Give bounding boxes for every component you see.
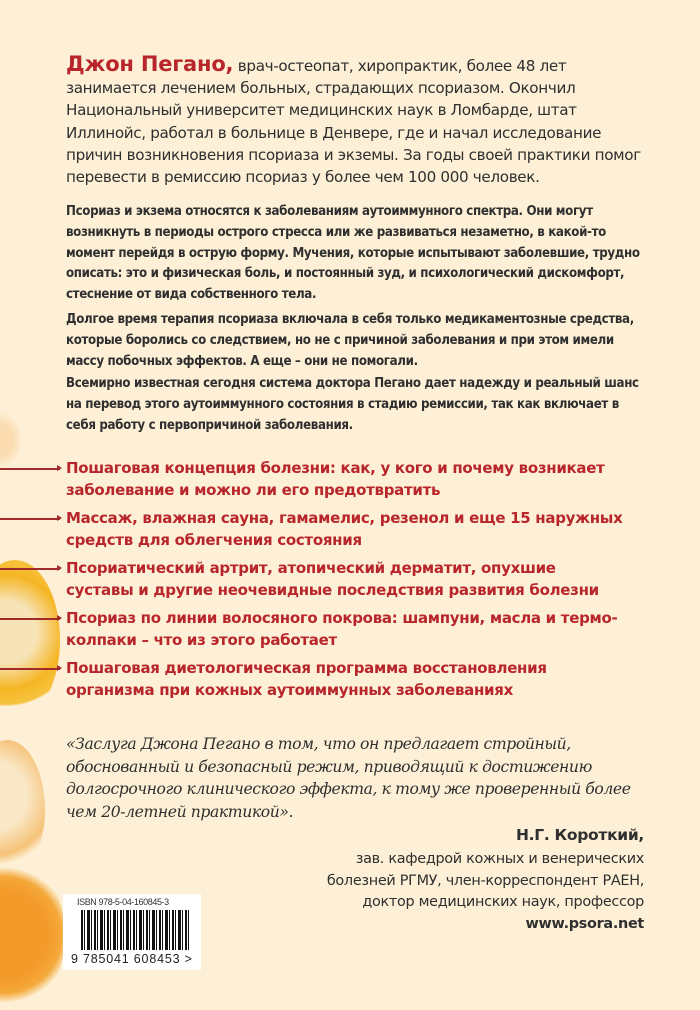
feature-text: Пошаговая концепция болезни: как, у кого и почему возникает заболевание и можно ли его предотвратить [66,459,605,499]
arrow-right-icon [0,568,60,570]
feature-text: Псориаз по линии волосяного покрова: шампуни, масла и термо-колпаки – что из этого работает [66,609,618,649]
isbn-barcode [63,894,201,970]
orange-decoration [0,860,65,1010]
description-paragraph: Всемирно известная сегодня система доктора Пегано дает надежду и реальный шанс на перевод этого аутоиммунного состояния в стадию ремиссии, так как включает в себя работу с первопричиной заболевания. [66,376,639,433]
author-bio-text: врач-остеопат, хиропрактик, более 48 лет занимается лечением больных, страдающих псориазом. Окончил Национальный университет медицинских наук в Ломбарде, штат Иллинойс, работал в больнице в Денвере, где и начал исследование причин возникновения псориаза и экземы. За годы своей практики помог перевести в ремиссию псориаз у более чем 100 000 человек. [66,57,641,187]
feature-item [0,458,700,508]
feature-item [0,508,700,558]
feature-text: Пошаговая диетологическая программа восстановления организма при кожных аутоиммунных заболеваниях [66,659,547,699]
feature-item [0,658,700,708]
arrow-right-icon [0,668,60,670]
feature-list [0,458,700,708]
testimonial-signature [327,825,644,936]
website-link[interactable]: www.psora.net [525,916,644,933]
arrow-right-icon [0,468,60,470]
signatory-name: Н.Г. Короткий, [516,826,644,844]
description-paragraph: Псориаз и экзема относятся к заболеваниям аутоиммунного спектра. Они могут возникнуть в периоды острого стресса или же развиваться незаметно, в какой-то момент перейдя в острую форму. Мучения, которые испытывают заболевшие, трудно описать: это и физическая боль, и постоянный зуд, и психологический дискомфорт, стеснение от вида собственного тела. [66,204,640,303]
signatory-title-line: зав. кафедрой кожных и венерических [355,850,644,867]
arrow-right-icon [0,618,60,620]
signatory-title-line: болезней РГМУ, член-корреспондент РАЕН, [326,872,644,889]
feature-text: Массаж, влажная сауна, гамамелис, резенол и еще 15 наружных средств для облегчения состояния [66,509,623,549]
arrow-right-icon [0,518,60,520]
orange-peel-decoration [0,740,45,880]
feature-item [0,608,700,658]
author-bio [66,53,646,188]
description-paragraph: Долгое время терапия псориаза включала в себя только медикаментозные средства, которые боролись со следствием, но не с причиной заболевания и при этом имели массу побочных эффектов. А еще – они не помогали. [66,312,634,369]
feature-item [0,558,700,608]
isbn-label: ISBN 978-5-04-160845-3 [77,897,169,907]
barcode-digits: 9 785041 608453 > [71,952,193,966]
feature-text: Псориатический артрит, атопический дерматит, опухшие суставы и другие неочевидные последствия развития болезни [66,559,599,599]
testimonial-quote: «Заслуга Джона Пегано в том, что он предлагает стройный, обоснованный и безопасный режим, приводящий к достижению долгосрочного клинического эффекта, к тому же проверенный более чем 20-летней практикой». [66,735,631,821]
author-name: Джон Пегано, [66,52,234,76]
barcode-bars [81,910,189,950]
signatory-title-line: доктор медицинских наук, профессор [362,894,644,911]
